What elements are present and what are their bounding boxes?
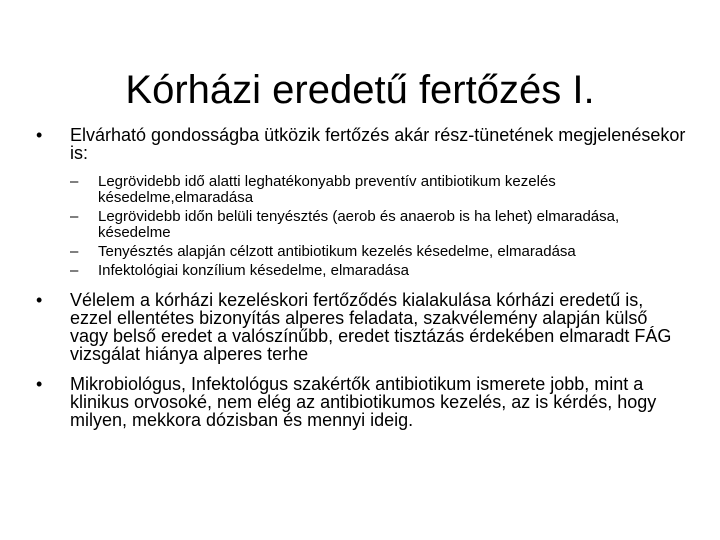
sub-item	[70, 174, 686, 206]
sub-item	[70, 209, 686, 241]
bullet-text: Elvárható gondosságba ütközik fertőzés akár rész-tünetének megjelenésekor is:	[70, 125, 686, 163]
sub-marker: –	[70, 208, 79, 225]
sub-item	[70, 263, 686, 279]
sub-list	[70, 174, 686, 279]
bullet-marker: •	[36, 374, 43, 394]
sub-marker: –	[70, 243, 79, 260]
bullet-marker: •	[36, 125, 43, 145]
slide-title: Kórházi eredetű fertőzés I.	[125, 67, 595, 112]
sub-text: Tenyésztés alapján célzott antibiotikum kezelés késedelme, elmaradása	[98, 243, 576, 260]
slide-body	[36, 126, 686, 441]
bullet-item	[36, 291, 686, 363]
sub-text: Legrövidebb időn belüli tenyésztés (aerob és anaerob is ha lehet) elmaradása, késedelme	[98, 208, 620, 241]
sub-marker: –	[70, 173, 79, 190]
bullet-marker: •	[36, 290, 43, 310]
sub-marker: –	[70, 262, 79, 279]
sub-text: Infektológiai konzílium késedelme, elmaradása	[98, 262, 409, 279]
sub-item	[70, 244, 686, 260]
bullet-text: Mikrobiológus, Infektológus szakértők antibiotikum ismerete jobb, mint a klinikus orvosoké, nem elég az antibiotikumos kezelés, az is kérdés, hogy milyen, mekkora dózisban és mennyi ideig.	[70, 374, 657, 430]
bullet-text: Vélelem a kórházi kezeléskori fertőződés kialakulása kórházi eredetű is, ezzel ellentétes bizonyítás alperes feladata, szakvélemény alapján külső vagy belső eredet a valószínűbb, eredet tisztázás érdekében elmaradt FÁG vizsgálat hiánya alperes terhe	[70, 290, 672, 364]
bullet-item	[36, 126, 686, 279]
bullet-item	[36, 375, 686, 429]
sub-text: Legrövidebb idő alatti leghatékonyabb preventív antibiotikum kezelés késedelme,elmaradása	[98, 173, 556, 206]
